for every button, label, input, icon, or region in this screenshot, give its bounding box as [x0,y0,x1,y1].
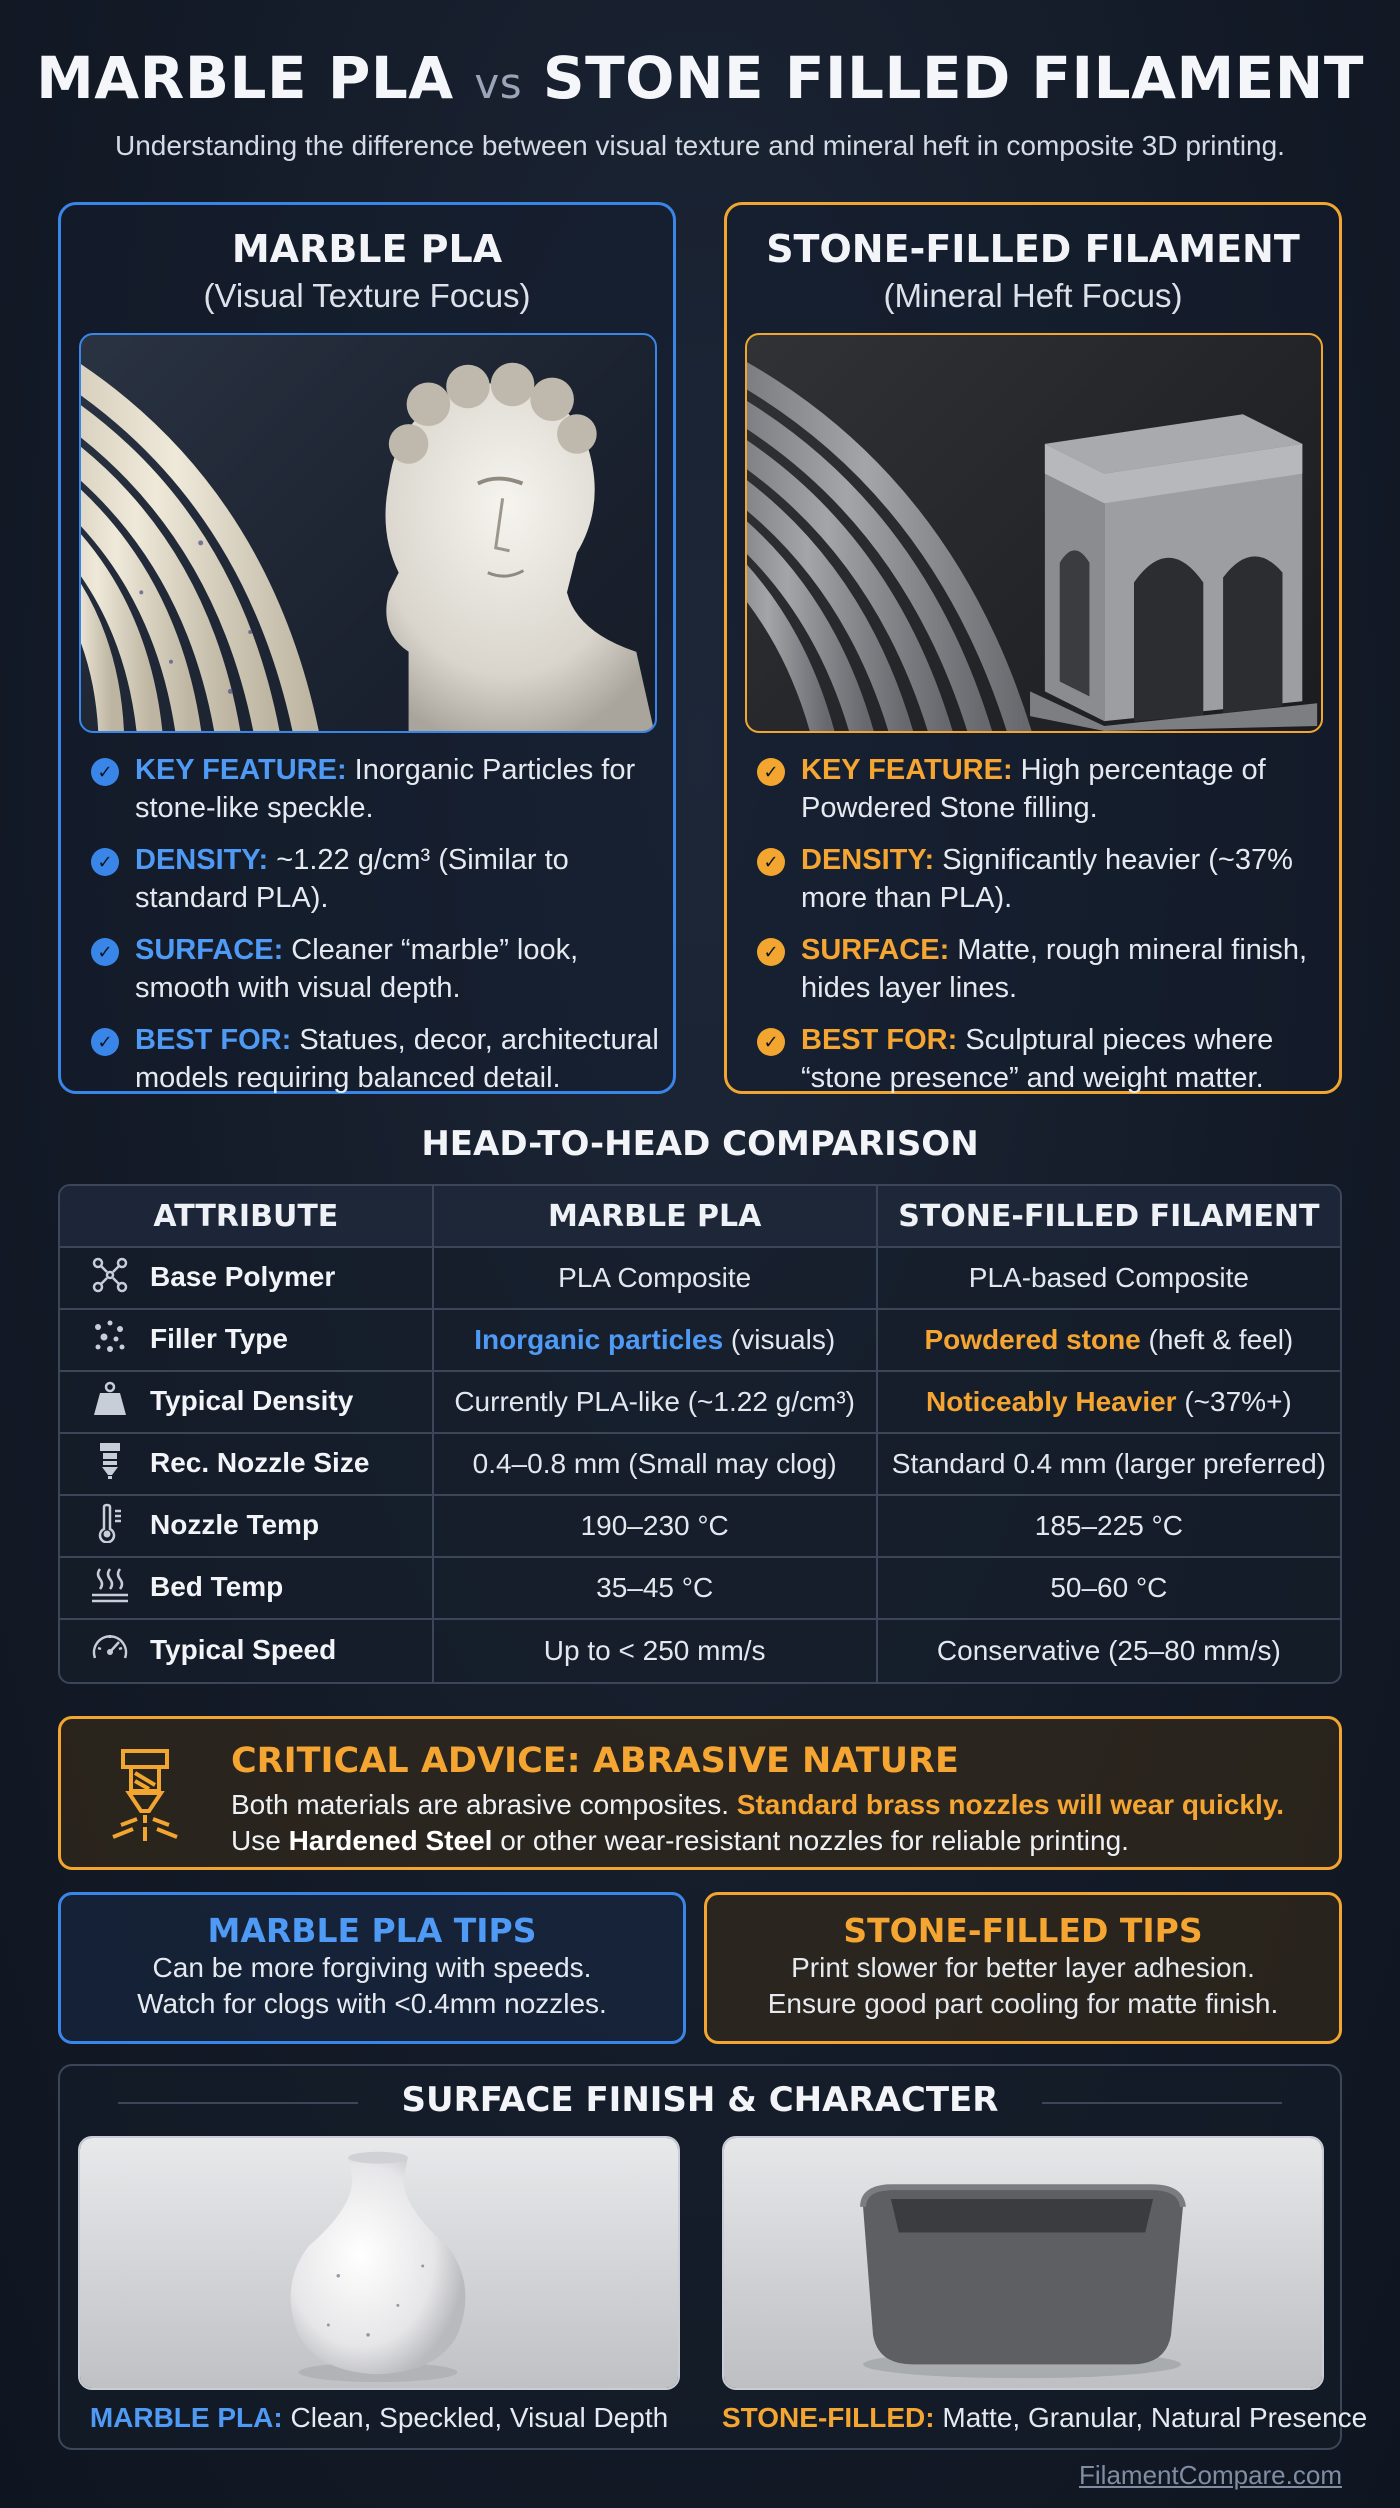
stone-tip-line: Ensure good part cooling for matte finish. [767,1988,1279,2019]
stone-tips-title: STONE-FILLED TIPS [843,1911,1203,1950]
advice-line-1: Both materials are abrasive composites. Standard brass nozzles will wear quickly. [231,1789,1284,1820]
check-icon: ✓ [91,848,119,876]
check-icon: ✓ [91,758,119,786]
marble-finish-caption: MARBLE PLA: Clean, Speckled, Visual Depth [89,2402,669,2433]
finish-title: SURFACE FINISH & CHARACTER [401,2080,999,2120]
nozzle-icon [88,1441,132,1488]
page-title [0,44,1400,112]
stone-feature-surface: ✓ SURFACE: Matte, rough mineral finish, hides layer lines. [757,931,1327,1007]
marble-tip-line: Can be more forgiving with speeds. [152,1952,592,1983]
advice-line-2: Use Hardened Steel or other wear-resistant nozzles for reliable printing. [231,1825,1129,1856]
particles-icon [88,1317,132,1364]
title-left: MARBLE PLA [36,44,454,112]
stone-bowl-illustration [724,2138,1322,2388]
footer-link[interactable]: FilamentCompare.com [1079,2460,1342,2490]
table-row: Nozzle Temp 190–230 °C 185–225 °C [60,1496,1340,1558]
marble-vase-image [78,2136,680,2390]
critical-advice-panel [58,1716,1342,1870]
table-header-row [60,1186,1340,1248]
stone-filled-card [724,202,1342,1094]
stone-feature-key: ✓ KEY FEATURE: High percentage of Powdered Stone filling. [757,751,1327,827]
comparison-title: HEAD-TO-HEAD COMPARISON [421,1124,979,1164]
stone-bowl-image [722,2136,1324,2390]
table-row: Rec. Nozzle Size 0.4–0.8 mm (Small may clog) Standard 0.4 mm (larger preferred) [60,1434,1340,1496]
title-vs: vs [474,59,523,108]
check-icon: ✓ [91,938,119,966]
check-icon: ✓ [757,848,785,876]
polymer-molecule-icon [88,1255,132,1302]
marble-bust-image [79,333,657,733]
stone-card-title: STONE-FILLED FILAMENT [766,227,1300,271]
stone-feature-best-for: ✓ BEST FOR: Sculptural pieces where “stone presence” and weight matter. [757,1021,1327,1097]
table-row: Base Polymer PLA Composite PLA-based Composite [60,1248,1340,1310]
check-icon: ✓ [91,1028,119,1056]
weight-icon [88,1379,132,1426]
surface-finish-panel [58,2064,1368,2450]
stone-finish-caption: STONE-FILLED: Matte, Granular, Natural Presence [722,2402,1368,2433]
marble-feature-surface: ✓ SURFACE: Cleaner “marble” look, smooth with visual depth. [91,931,661,1007]
thermometer-icon [88,1503,132,1550]
marble-feature-list [91,751,661,1111]
stone-tips-panel [704,1892,1342,2044]
header-marble: MARBLE PLA [434,1186,878,1248]
marble-filament-bust-illustration [81,335,655,731]
comparison-table [58,1184,1342,1684]
advice-title: CRITICAL ADVICE: ABRASIVE NATURE [231,1741,959,1781]
stone-feature-density: ✓ DENSITY: Significantly heavier (~37% more than PLA). [757,841,1327,917]
marble-tips-title: MARBLE PLA TIPS [207,1911,537,1950]
marble-tip-line: Watch for clogs with <0.4mm nozzles. [137,1988,607,2019]
header-attribute: ATTRIBUTE [60,1186,434,1248]
speedometer-icon [88,1628,132,1675]
table-row: Typical Speed Up to < 250 mm/s Conservative (25–80 mm/s) [60,1620,1340,1682]
header-stone: STONE-FILLED FILAMENT [878,1186,1340,1248]
check-icon: ✓ [757,938,785,966]
marble-card-subtitle: (Visual Texture Focus) [203,277,531,314]
marble-tips-panel [58,1892,686,2044]
page-subtitle: Understanding the difference between visual texture and mineral heft in composite 3D printing. [115,130,1285,161]
table-row: Typical Density Currently PLA-like (~1.22 g/cm³) Noticeably Heavier (~37%+) [60,1372,1340,1434]
check-icon: ✓ [757,758,785,786]
marble-pla-card [58,202,676,1094]
marble-feature-density: ✓ DENSITY: ~1.22 g/cm³ (Similar to standard PLA). [91,841,661,917]
marble-feature-key: ✓ KEY FEATURE: Inorganic Particles for stone-like speckle. [91,751,661,827]
stone-temple-image [745,333,1323,733]
title-right: STONE FILLED FILAMENT [542,44,1364,112]
marble-vase-illustration [80,2138,678,2388]
marble-card-title: MARBLE PLA [231,227,503,271]
stone-tip-line: Print slower for better layer adhesion. [791,1952,1255,1983]
abrasive-nozzle-warning-icon [101,1745,197,1845]
heated-bed-icon [88,1565,132,1612]
marble-feature-best-for: ✓ BEST FOR: Statues, decor, architectural models requiring balanced detail. [91,1021,661,1097]
check-icon: ✓ [757,1028,785,1056]
stone-feature-list [757,751,1327,1111]
stone-filament-temple-illustration [747,335,1321,731]
table-row: Filler Type Inorganic particles (visuals) Powdered stone (heft & feel) [60,1310,1340,1372]
table-row: Bed Temp 35–45 °C 50–60 °C [60,1558,1340,1620]
stone-card-subtitle: (Mineral Heft Focus) [883,277,1183,314]
